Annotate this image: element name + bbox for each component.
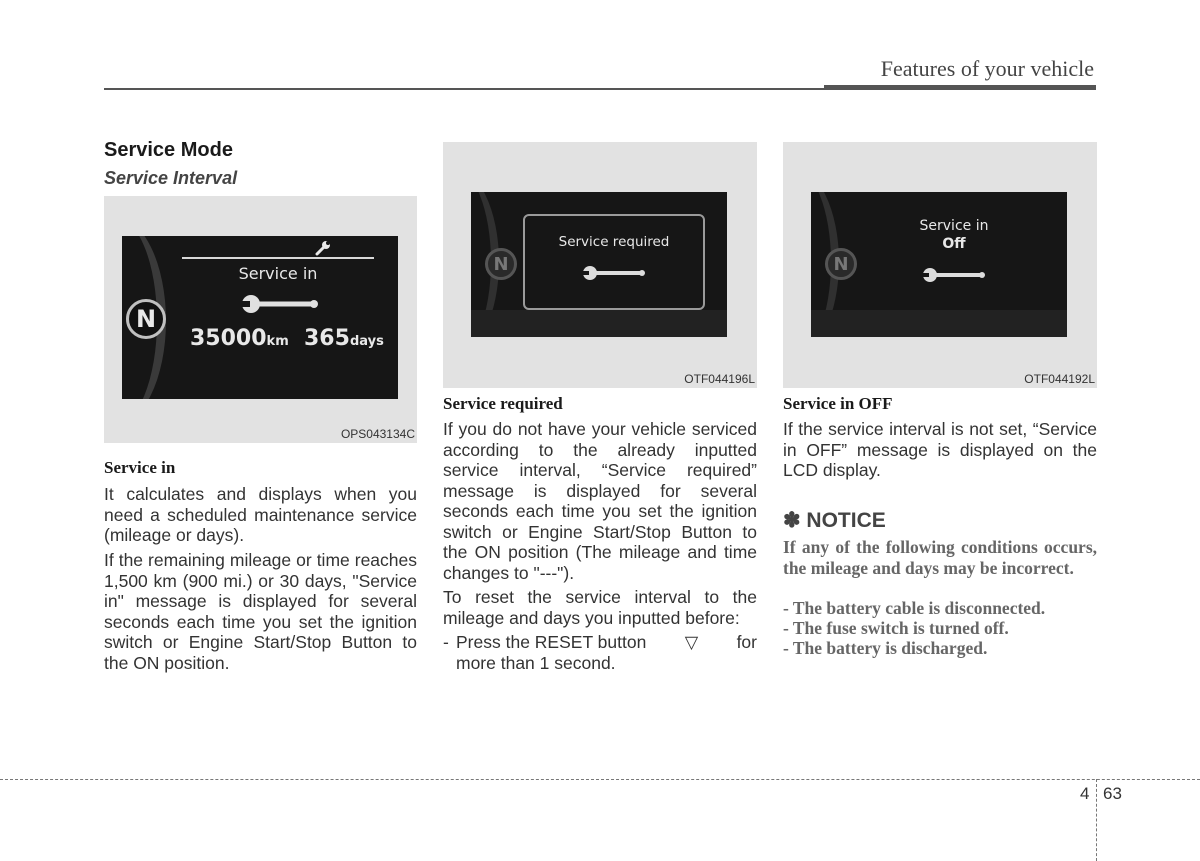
- figure-service-required: [443, 142, 757, 388]
- gear-indicator: N: [825, 248, 857, 280]
- header-rule: [104, 88, 824, 90]
- wrench-icon: [240, 292, 320, 316]
- subheading: Service in OFF: [783, 394, 893, 413]
- lcd-message-box: [523, 214, 705, 310]
- body-paragraph: If the remaining mileage or time reaches 1,500 km (900 mi.) or 30 days, "Service in" message is displayed for several seconds each time you set the ignition switch or Engine Start/Stop Button to the ON position.: [104, 550, 417, 673]
- figure-service-in: [104, 196, 417, 443]
- notice-text: If any of the following conditions occurs, the mileage and days may be incorrect.: [783, 537, 1097, 578]
- wrench-icon: [581, 264, 647, 282]
- figure-code: OPS043134C: [340, 427, 415, 441]
- days-unit: days: [349, 334, 384, 349]
- header-title: Features of your vehicle: [880, 56, 1094, 81]
- header-rule-accent: [824, 85, 1096, 90]
- footer-divider: [1096, 779, 1097, 861]
- lcd-title: Service in: [919, 218, 989, 234]
- notice-title: ✽ NOTICE: [783, 509, 886, 532]
- figure-code: OTF044192L: [1024, 372, 1095, 386]
- body-paragraph: If the service interval is not set, “Service in OFF” message is displayed on the LCD display.: [783, 419, 1097, 480]
- bullet-text: Press the RESET button: [456, 632, 647, 652]
- mileage-readout: [190, 326, 289, 351]
- bullet-text: for: [736, 632, 757, 652]
- subheading: Service required: [443, 394, 563, 413]
- chapter-number: 4: [1080, 784, 1090, 803]
- body-paragraph: To reset the service interval to the mileage and days you inputted before:: [443, 587, 757, 628]
- footer-rule: [0, 779, 1200, 780]
- mileage-unit: km: [266, 334, 289, 349]
- body-paragraph: It calculates and displays when you need a scheduled maintenance service (mileage or days).: [104, 484, 417, 545]
- figure-service-off: [783, 142, 1097, 388]
- body-paragraph: If you do not have your vehicle serviced according to the already inputted service interval, “Service required” message is displayed for several seconds each time you set the ignition switch or Engine Start/Stop Button to the ON position (The mileage and time changes to "---").: [443, 419, 757, 583]
- mileage-value: 35000: [190, 326, 267, 351]
- section-subtitle: Service Interval: [104, 168, 238, 188]
- notice-item: - The battery cable is disconnected.: [783, 598, 1046, 618]
- days-value: 365: [304, 326, 350, 351]
- wrench-icon: [314, 239, 332, 257]
- page-number: 63: [1103, 784, 1122, 803]
- gear-indicator: N: [126, 299, 166, 339]
- section-title: Service Mode: [104, 139, 233, 161]
- wrench-icon: [921, 266, 987, 284]
- gear-indicator: N: [485, 248, 517, 280]
- bullet-item: [443, 632, 757, 673]
- lcd-lower-band: [471, 310, 727, 337]
- figure-code: OTF044196L: [684, 372, 755, 386]
- lcd-status: Off: [942, 236, 966, 252]
- notice-item: - The battery is discharged.: [783, 638, 988, 658]
- notice-item: - The fuse switch is turned off.: [783, 618, 1009, 638]
- reset-button-symbol: ▽: [684, 632, 699, 652]
- lcd-lower-band: [811, 310, 1067, 337]
- bullet-text: more than 1 second.: [456, 652, 616, 673]
- lcd-rule: [182, 257, 374, 259]
- lcd-title: Service required: [558, 234, 670, 250]
- subheading: Service in: [104, 458, 176, 477]
- days-readout: [304, 326, 384, 351]
- lcd-title: Service in: [238, 264, 318, 283]
- bullet-dash: -: [443, 632, 449, 652]
